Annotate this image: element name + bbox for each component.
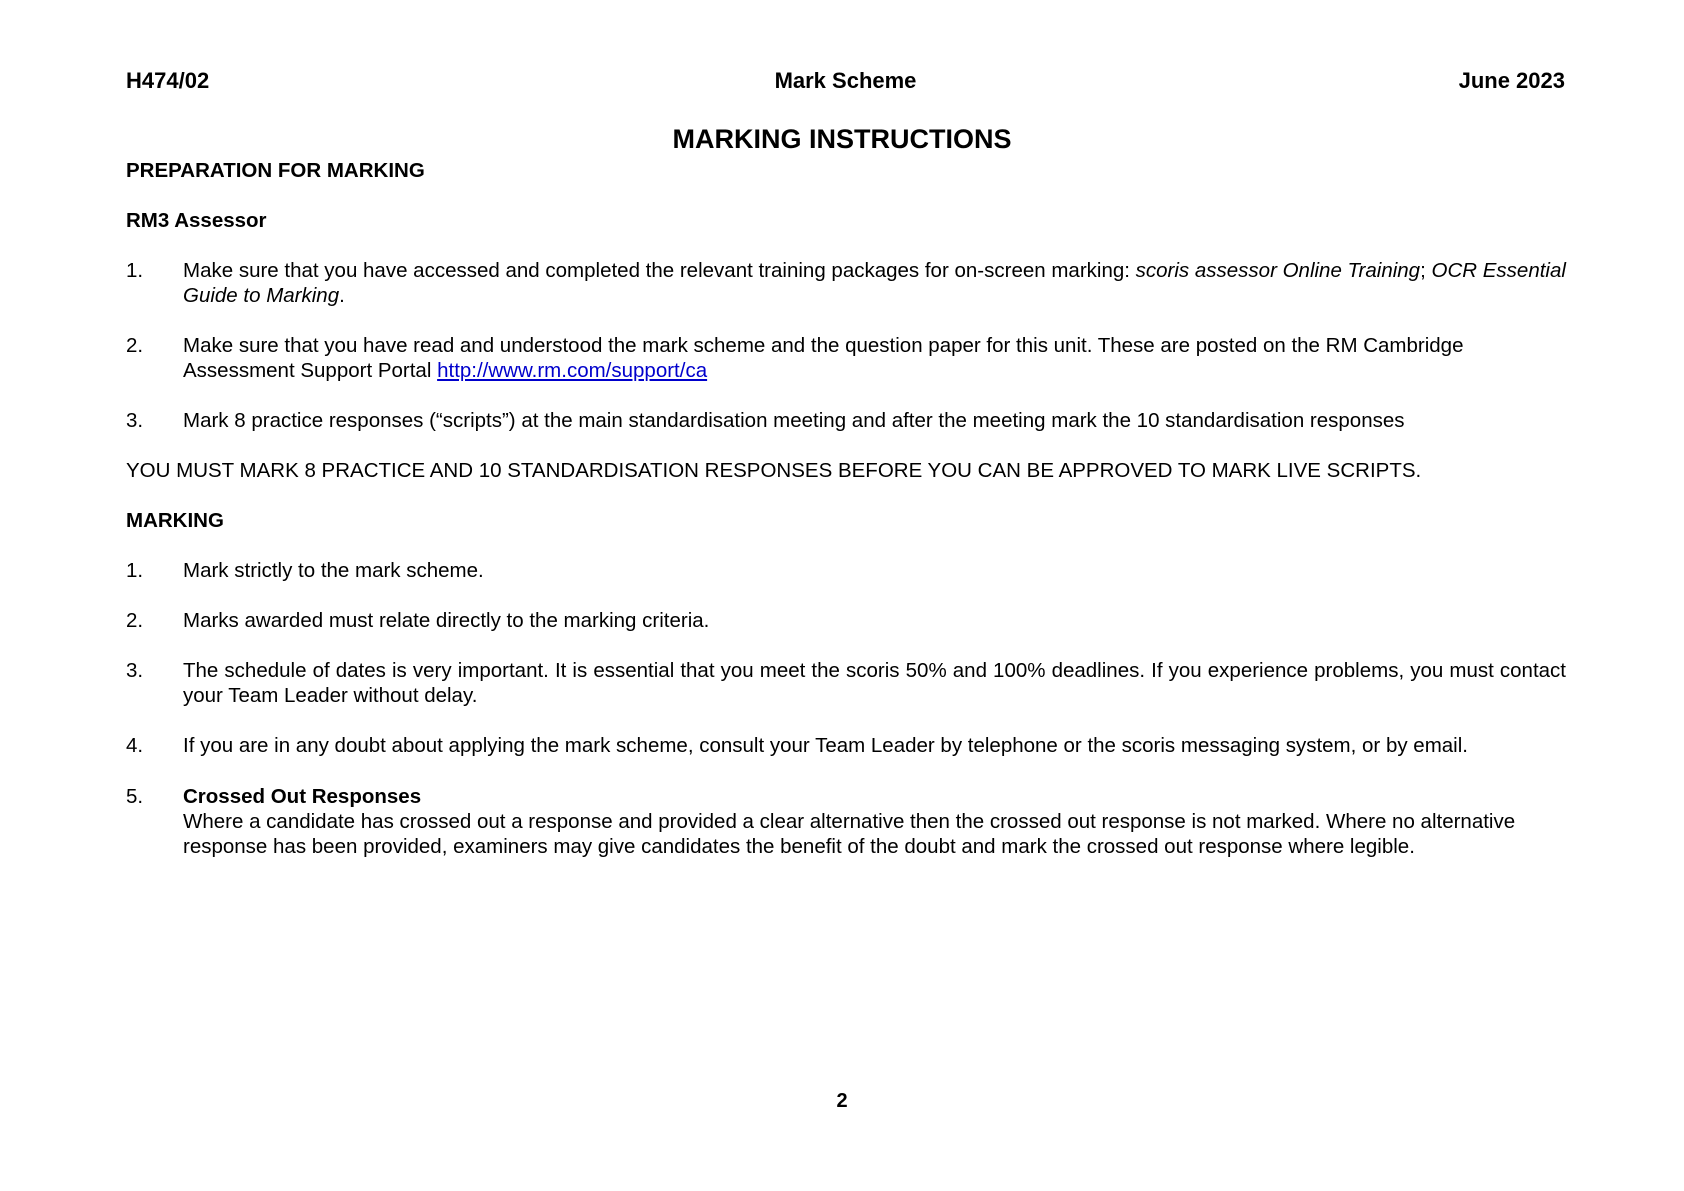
item-number: 1. bbox=[126, 259, 144, 282]
marking-item-5 bbox=[126, 784, 1566, 859]
marking-item-3 bbox=[126, 658, 1566, 708]
header-date: June 2023 bbox=[1458, 68, 1565, 93]
crossed-out-responses-heading: Crossed Out Responses bbox=[183, 785, 422, 808]
item-number: 2. bbox=[126, 609, 144, 632]
guide-name: OCR Essential Guide to Marking bbox=[183, 259, 1566, 307]
marking-item-1 bbox=[126, 558, 1566, 583]
preparation-item-2 bbox=[126, 333, 1566, 383]
item-text: Make sure that you have accessed and completed the relevant training packages for on-screen marking: scoris assessor Online Training; OCR Essential Guide to Marking. bbox=[183, 259, 1566, 307]
preparation-item-3 bbox=[126, 408, 1566, 433]
item-number: 2. bbox=[126, 334, 144, 357]
item-text: Mark 8 practice responses (“scripts”) at the main standardisation meeting and after the meeting mark the 10 standardisation responses bbox=[183, 409, 1405, 432]
item-text: If you are in any doubt about applying the mark scheme, consult your Team Leader by telephone or the scoris messaging system, or by email. bbox=[183, 734, 1468, 757]
support-portal-link[interactable]: http://www.rm.com/support/ca bbox=[437, 359, 708, 382]
item-number: 4. bbox=[126, 734, 144, 757]
marking-heading: MARKING bbox=[126, 509, 224, 532]
item-number: 3. bbox=[126, 659, 144, 682]
header-title: Mark Scheme bbox=[774, 68, 917, 93]
item-text: Make sure that you have read and understood the mark scheme and the question paper for this unit. These are posted on the RM Cambridge Assessment Support Portal http://www.rm.com/support/ca bbox=[183, 334, 1464, 382]
paper-code: H474/02 bbox=[126, 68, 210, 93]
marking-item-2 bbox=[126, 608, 1566, 633]
training-package-name: scoris assessor Online Training bbox=[1135, 259, 1421, 282]
item-number: 1. bbox=[126, 559, 144, 582]
rm3-assessor-subheading: RM3 Assessor bbox=[126, 209, 267, 232]
page-number: 2 bbox=[836, 1090, 848, 1112]
preparation-heading: PREPARATION FOR MARKING bbox=[126, 159, 425, 182]
page-header bbox=[126, 68, 1565, 98]
item-text: Where a candidate has crossed out a response and provided a clear alternative then the crossed out response is not marked. Where no alternative response has been provided, examiners may give candidates the benefit of the doubt and mark the crossed out response where legible. bbox=[183, 810, 1516, 858]
approval-notice: YOU MUST MARK 8 PRACTICE AND 10 STANDARDISATION RESPONSES BEFORE YOU CAN BE APPROVED TO MARK LIVE SCRIPTS. bbox=[126, 459, 1422, 482]
item-text: The schedule of dates is very important. It is essential that you meet the scoris 50% and 100% deadlines. If you experience problems, you must contact your Team Leader without delay. bbox=[183, 659, 1566, 707]
item-text: Marks awarded must relate directly to the marking criteria. bbox=[183, 609, 710, 632]
preparation-item-1 bbox=[126, 258, 1566, 308]
item-text: Mark strictly to the mark scheme. bbox=[183, 559, 484, 582]
item-number: 5. bbox=[126, 785, 144, 808]
document-body bbox=[126, 158, 1566, 859]
item-number: 3. bbox=[126, 409, 144, 432]
page-title: MARKING INSTRUCTIONS bbox=[672, 124, 1012, 154]
marking-item-4 bbox=[126, 733, 1566, 758]
